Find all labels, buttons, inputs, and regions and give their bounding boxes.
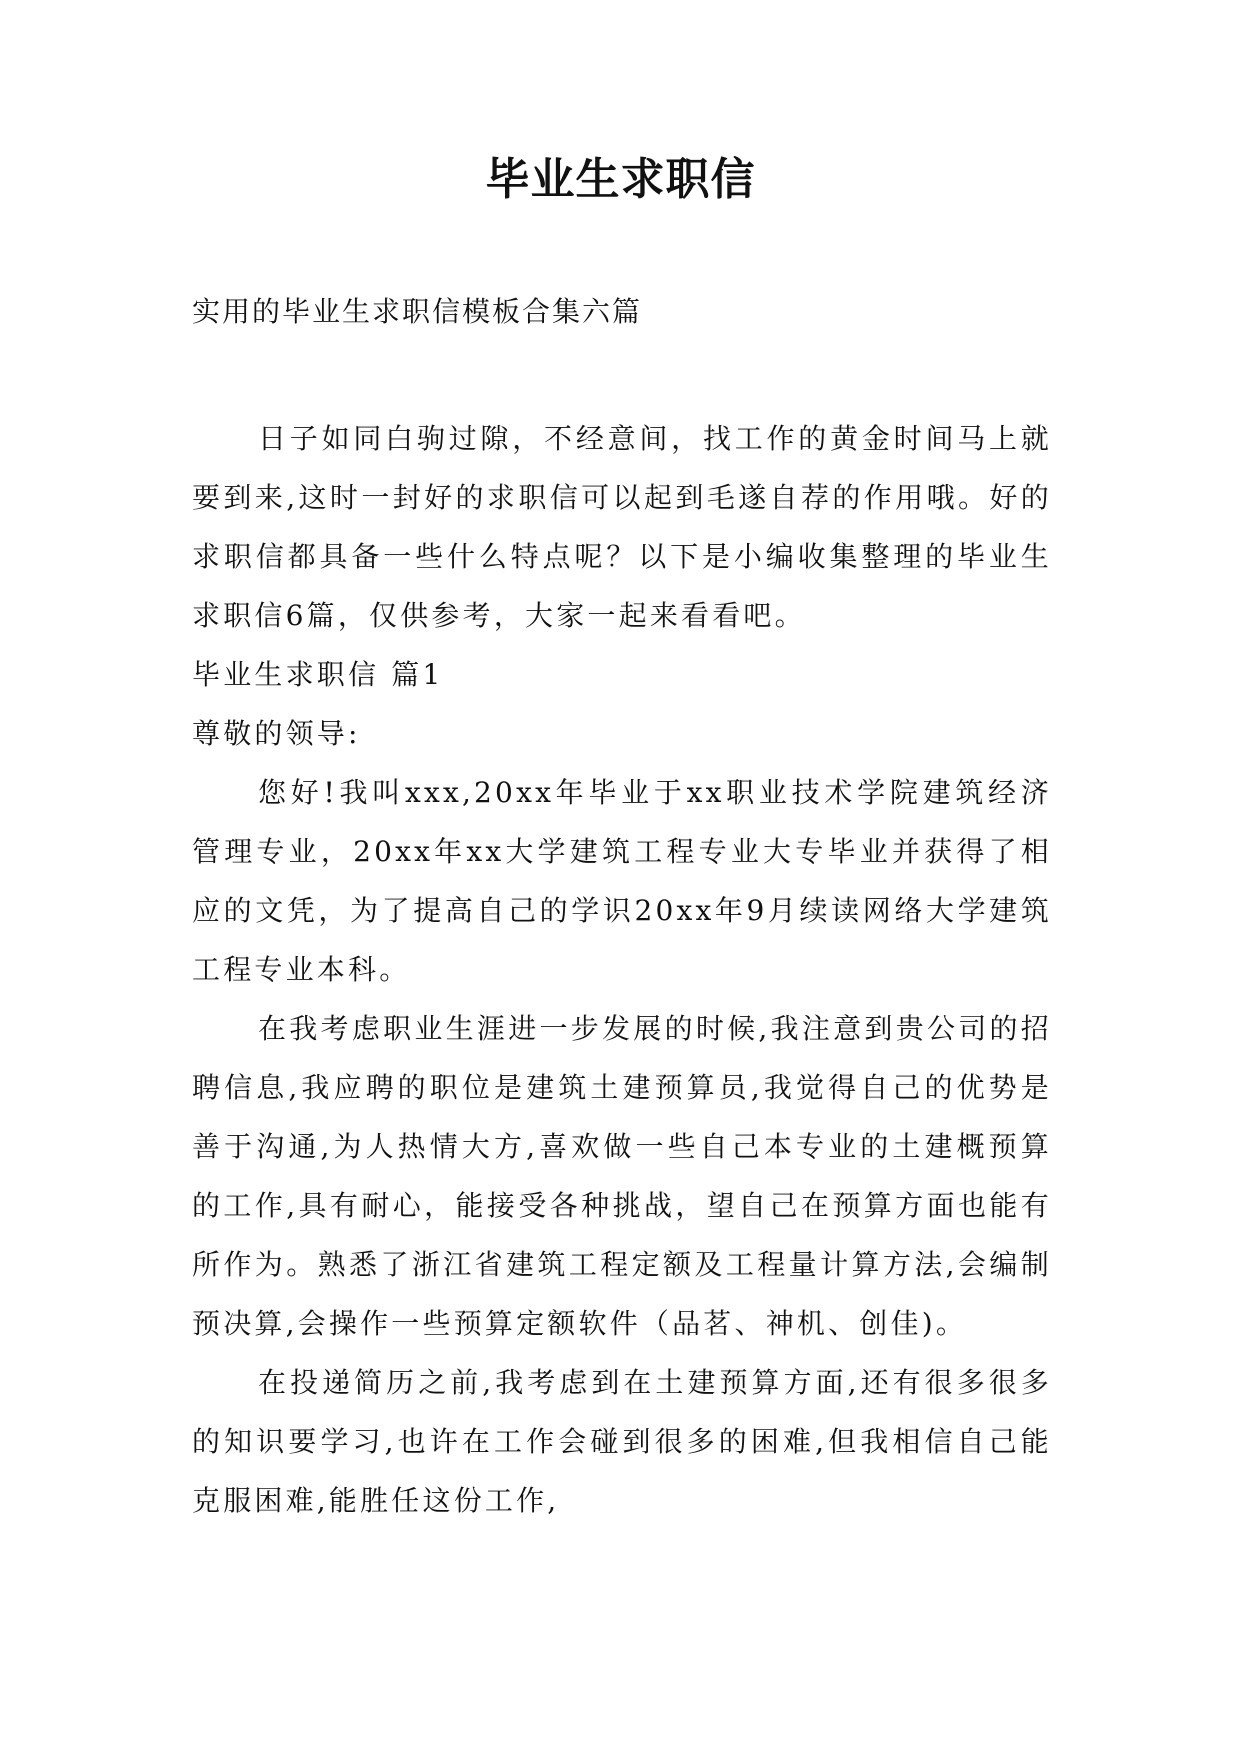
body-paragraph: 在我考虑职业生涯进一步发展的时候,我注意到贵公司的招聘信息,我应聘的职位是建筑土建预算员,我觉得自己的优势是善于沟通,为人热情大方,喜欢做一些自己本专业的土建概预算的工作,具有耐心，能接受各种挑战，望自己在预算方面也能有所作为。熟悉了浙江省建筑工程定额及工程量计算方法,会编制预决算,会操作一些预算定额软件（品茗、神机、创佳)。 — [192, 1012, 1052, 1340]
document-subtitle: 实用的毕业生求职信模板合集六篇 — [192, 295, 643, 328]
section-heading: 毕业生求职信 篇1 — [192, 658, 444, 691]
body-paragraph: 您好!我叫xxx,20xx年毕业于xx职业技术学院建筑经济管理专业，20xx年xx大学建筑工程专业大专毕业并获得了相应的文凭，为了提高自己的学识20xx年9月续读网络大学建筑工程专业本科。 — [192, 776, 1052, 986]
salutation: 尊敬的领导: — [192, 717, 361, 750]
body-paragraph: 在投递简历之前,我考虑到在土建预算方面,还有很多很多的知识要学习,也许在工作会碰到很多的困难,但我相信自己能克服困难,能胜任这份工作, — [192, 1366, 1052, 1517]
intro-paragraph: 日子如同白驹过隙，不经意间，找工作的黄金时间马上就要到来,这时一封好的求职信可以起到毛遂自荐的作用哦。好的求职信都具备一些什么特点呢？以下是小编收集整理的毕业生求职信6篇，仅供参考，大家一起来看看吧。 — [192, 422, 1052, 632]
document-body — [192, 409, 1052, 1530]
page-title: 毕业生求职信 — [485, 154, 756, 205]
